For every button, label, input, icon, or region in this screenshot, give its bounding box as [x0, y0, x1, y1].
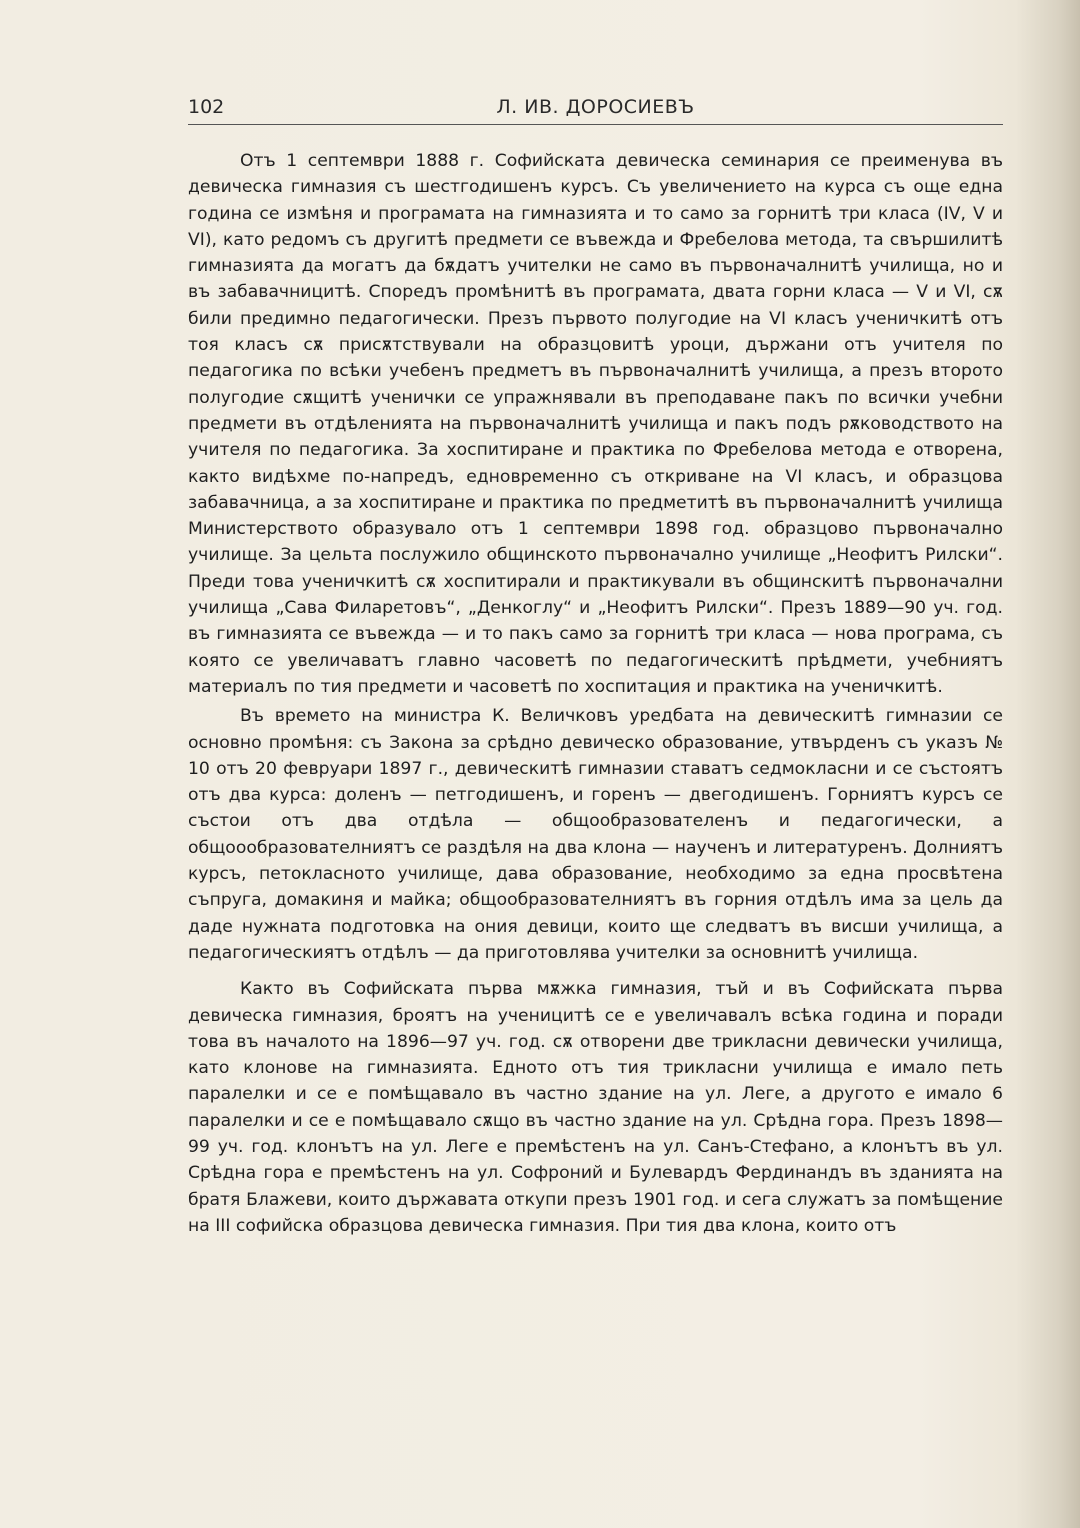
page-header: [188, 94, 1003, 125]
running-title: Л. ИВ. ДОРОСИЕВЪ: [496, 96, 695, 118]
body-text: [188, 148, 1003, 1239]
paragraph-1: Отъ 1 септември 1888 г. Софийската девическа семинария се преименува въ девическа гимназия съ шестгодишенъ курсъ. Съ увеличението на курса съ още една година се измѣня и програмата на гимназията и то само за горнитѣ три класа (IV, V и VI), като редомъ съ другитѣ предмети се въвежда и Фребелова метода, та свършилитѣ гимназията да могатъ да бѫдатъ учителки не само въ първоначалнитѣ училища, но и въ забавачницитѣ. Споредъ промѣнитѣ въ програмата, двата горни класа — V и VI, сѫ били предимно педагогически. Презъ първото полугодие на VI класъ ученичкитѣ отъ тоя класъ сѫ присѫтствували на образцовитѣ уроци, държани отъ учителя по педагогика по всѣки учебенъ предметъ въ първоначалнитѣ училища, а презъ второто полугодие сѫщитѣ ученички се упражнявали въ преподаване пакъ по всички учебни предмети въ отдѣленията на първоначалнитѣ училища и пакъ подъ рѫководството на учителя по педагогика. За хоспитиране и практика по Фребелова метода е отворена, както видѣхме по-напредъ, едновременно съ откриване на VI класъ, и образцова забавачница, а за хоспитиране и практика по предметитѣ въ първоначалнитѣ училища Министерството образувало отъ 1 септември 1898 год. образцово първоначално училище. За цельта послужило общинското първоначално училище „Неофитъ Рилски“. Преди това ученичкитѣ сѫ хоспитирали и практикували въ общинскитѣ първоначални училища „Сава Филаретовъ“, „Денкоглу“ и „Неофитъ Рилски“. Презъ 1889—90 уч. год. въ гимназията се въвежда — и то пакъ само за горнитѣ три класа — нова програма, съ която се увеличаватъ главно часоветѣ по педагогическитѣ прѣдмети, учебниятъ материалъ по тия предмети и часоветѣ по хоспитация и практика на ученичкитѣ.: [188, 151, 1003, 697]
page-number: 102: [188, 96, 225, 118]
paragraph-2: Въ времето на министра К. Величковъ уредбата на девическитѣ гимназии се основно промѣня: съ Закона за срѣдно девическо образование, утвърденъ съ указъ № 10 отъ 20 февруари 1897 г., девическитѣ гимназии ставатъ седмокласни и се състоятъ отъ два курса: доленъ — петгодишенъ, и горенъ — двегодишенъ. Горниятъ курсъ се състои отъ два отдѣла — общообразователенъ и педагогически, а общоообразователниятъ се раздѣля на два клона — наученъ и литературенъ. Долниятъ курсъ, петокласното училище, дава образование, необходимо за една просвѣтена съпруга, домакиня и майка; общообразователниятъ въ горния отдѣлъ има за цель да даде нужната подготовка на ония девици, които ще следватъ въ висши училища, а педагогическиятъ отдѣлъ — да приготовлява учителки за основнитѣ училища.: [188, 706, 1003, 963]
paragraph-3: Както въ Софийската първа мѫжка гимназия, тъй и въ Софийската първа девическа гимназия, броятъ на ученицитѣ се е увеличавалъ всѣка година и поради това въ началото на 1896—97 уч. год. сѫ отворени две трикласни девически училища, като клонове на гимназията. Едното отъ тия трикласни училища е имало петь паралелки и се е помѣщавало въ частно здание на ул. Леге, а другото е имало 6 паралелки и се е помѣщавало сѫщо въ частно здание на ул. Срѣдна гора. Презъ 1898—99 уч. год. клонътъ на ул. Леге е премѣстенъ на ул. Санъ-Стефано, а клонътъ въ ул. Срѣдна гора е премѣстенъ на ул. Софроний и Булевардъ Фердинандъ въ зданията на братя Блажеви, които държавата откупи презъ 1901 год. и сега служатъ за помѣщение на III софийска образцова девическа гимназия. При тия два клона, които отъ: [188, 979, 1003, 1236]
